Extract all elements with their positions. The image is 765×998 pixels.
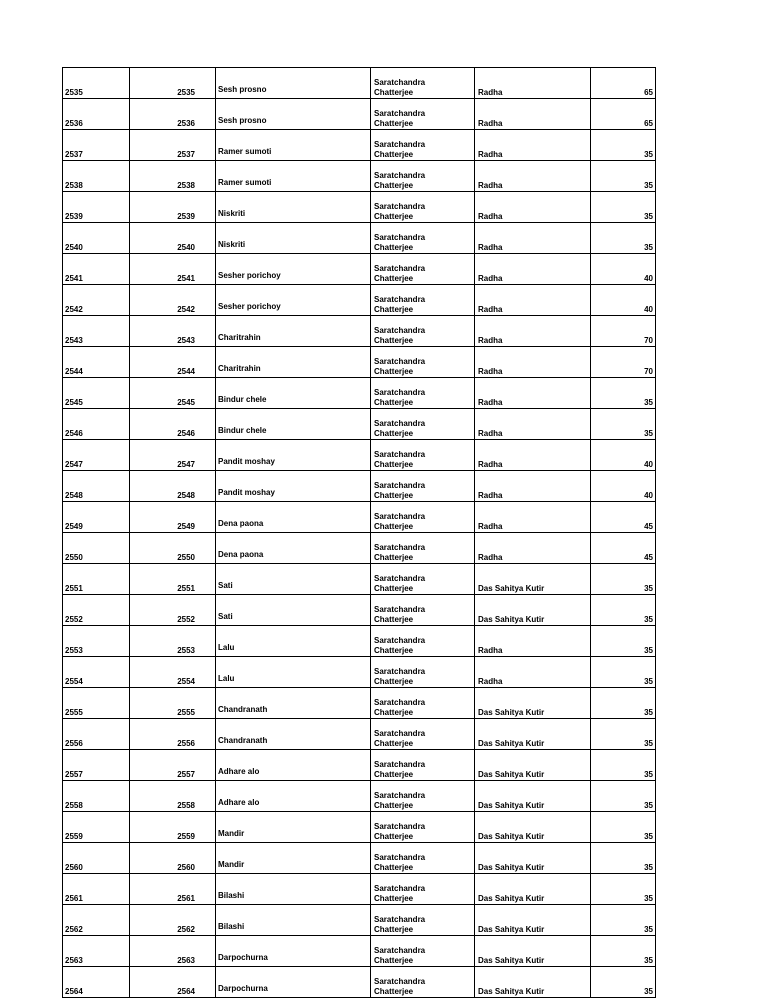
author-first-name: Saratchandra bbox=[374, 574, 426, 583]
accession-number-cell: 2544 bbox=[130, 347, 216, 378]
accession-number-cell: 2561 bbox=[130, 874, 216, 905]
book-title-cell: Adhare alo bbox=[216, 781, 371, 812]
author-last-name: Chatterjee bbox=[374, 553, 414, 562]
author-last-name: Chatterjee bbox=[374, 212, 414, 221]
author-cell bbox=[371, 130, 475, 161]
book-title-cell: Pandit moshay bbox=[216, 440, 371, 471]
price-cell: 35 bbox=[591, 781, 656, 812]
book-title-cell: Charitrahin bbox=[216, 316, 371, 347]
author-first-name: Saratchandra bbox=[374, 729, 426, 738]
author-cell bbox=[371, 564, 475, 595]
price-cell: 35 bbox=[591, 688, 656, 719]
author-first-name: Saratchandra bbox=[374, 357, 426, 366]
author-last-name: Chatterjee bbox=[374, 181, 414, 190]
book-title-cell: Ramer sumoti bbox=[216, 130, 371, 161]
author-first-name: Saratchandra bbox=[374, 388, 426, 397]
accession-number-cell: 2549 bbox=[130, 502, 216, 533]
author-last-name: Chatterjee bbox=[374, 88, 414, 97]
table-row bbox=[63, 502, 656, 533]
accession-number-cell: 2564 bbox=[130, 967, 216, 998]
record-id-cell: 2556 bbox=[63, 719, 130, 750]
book-title-cell: Sati bbox=[216, 564, 371, 595]
author-first-name: Saratchandra bbox=[374, 109, 426, 118]
author-first-name: Saratchandra bbox=[374, 450, 426, 459]
record-id-cell: 2559 bbox=[63, 812, 130, 843]
author-first-name: Saratchandra bbox=[374, 512, 426, 521]
author-cell bbox=[371, 874, 475, 905]
author-first-name: Saratchandra bbox=[374, 946, 426, 955]
author-last-name: Chatterjee bbox=[374, 367, 414, 376]
price-cell: 35 bbox=[591, 874, 656, 905]
book-title-cell: Charitrahin bbox=[216, 347, 371, 378]
publisher-cell: Radha bbox=[475, 99, 591, 130]
price-cell: 35 bbox=[591, 161, 656, 192]
author-first-name: Saratchandra bbox=[374, 543, 426, 552]
price-cell: 35 bbox=[591, 905, 656, 936]
book-title-cell: Darpochurna bbox=[216, 936, 371, 967]
publisher-cell: Das Sahitya Kutir bbox=[475, 750, 591, 781]
table-row bbox=[63, 471, 656, 502]
table-body bbox=[63, 68, 656, 998]
author-cell bbox=[371, 347, 475, 378]
author-cell bbox=[371, 843, 475, 874]
book-title-cell: Sati bbox=[216, 595, 371, 626]
author-first-name: Saratchandra bbox=[374, 667, 426, 676]
record-id-cell: 2541 bbox=[63, 254, 130, 285]
book-title-cell: Adhare alo bbox=[216, 750, 371, 781]
author-cell bbox=[371, 378, 475, 409]
publisher-cell: Das Sahitya Kutir bbox=[475, 564, 591, 595]
table-row bbox=[63, 533, 656, 564]
book-title-cell: Dena paona bbox=[216, 533, 371, 564]
author-first-name: Saratchandra bbox=[374, 326, 426, 335]
author-cell bbox=[371, 223, 475, 254]
price-cell: 35 bbox=[591, 409, 656, 440]
accession-number-cell: 2546 bbox=[130, 409, 216, 440]
author-cell bbox=[371, 161, 475, 192]
accession-number-cell: 2550 bbox=[130, 533, 216, 564]
publisher-cell: Radha bbox=[475, 192, 591, 223]
publisher-cell: Das Sahitya Kutir bbox=[475, 967, 591, 998]
publisher-cell: Radha bbox=[475, 130, 591, 161]
price-cell: 45 bbox=[591, 533, 656, 564]
table-row bbox=[63, 254, 656, 285]
author-last-name: Chatterjee bbox=[374, 925, 414, 934]
price-cell: 35 bbox=[591, 564, 656, 595]
accession-number-cell: 2552 bbox=[130, 595, 216, 626]
publisher-cell: Das Sahitya Kutir bbox=[475, 905, 591, 936]
author-cell bbox=[371, 657, 475, 688]
accession-number-cell: 2539 bbox=[130, 192, 216, 223]
author-cell bbox=[371, 502, 475, 533]
price-cell: 35 bbox=[591, 130, 656, 161]
book-title-cell: Sesh prosno bbox=[216, 99, 371, 130]
publisher-cell: Das Sahitya Kutir bbox=[475, 781, 591, 812]
author-cell bbox=[371, 192, 475, 223]
accession-number-cell: 2559 bbox=[130, 812, 216, 843]
record-id-cell: 2564 bbox=[63, 967, 130, 998]
price-cell: 35 bbox=[591, 719, 656, 750]
record-id-cell: 2543 bbox=[63, 316, 130, 347]
publisher-cell: Das Sahitya Kutir bbox=[475, 843, 591, 874]
table-row bbox=[63, 192, 656, 223]
author-cell bbox=[371, 285, 475, 316]
table-row bbox=[63, 936, 656, 967]
author-cell bbox=[371, 316, 475, 347]
author-first-name: Saratchandra bbox=[374, 822, 426, 831]
table-row bbox=[63, 843, 656, 874]
author-first-name: Saratchandra bbox=[374, 977, 426, 986]
table-row bbox=[63, 347, 656, 378]
author-cell bbox=[371, 440, 475, 471]
author-last-name: Chatterjee bbox=[374, 429, 414, 438]
accession-number-cell: 2553 bbox=[130, 626, 216, 657]
accession-number-cell: 2535 bbox=[130, 68, 216, 99]
author-cell bbox=[371, 905, 475, 936]
price-cell: 35 bbox=[591, 936, 656, 967]
accession-number-cell: 2556 bbox=[130, 719, 216, 750]
author-last-name: Chatterjee bbox=[374, 150, 414, 159]
table-row bbox=[63, 409, 656, 440]
record-id-cell: 2544 bbox=[63, 347, 130, 378]
author-first-name: Saratchandra bbox=[374, 853, 426, 862]
author-cell bbox=[371, 781, 475, 812]
publisher-cell: Radha bbox=[475, 161, 591, 192]
record-id-cell: 2562 bbox=[63, 905, 130, 936]
author-first-name: Saratchandra bbox=[374, 884, 426, 893]
price-cell: 40 bbox=[591, 471, 656, 502]
price-cell: 35 bbox=[591, 657, 656, 688]
author-last-name: Chatterjee bbox=[374, 646, 414, 655]
author-last-name: Chatterjee bbox=[374, 801, 414, 810]
author-last-name: Chatterjee bbox=[374, 677, 414, 686]
author-cell bbox=[371, 936, 475, 967]
author-last-name: Chatterjee bbox=[374, 274, 414, 283]
publisher-cell: Das Sahitya Kutir bbox=[475, 595, 591, 626]
table-row bbox=[63, 378, 656, 409]
publisher-cell: Radha bbox=[475, 68, 591, 99]
accession-number-cell: 2554 bbox=[130, 657, 216, 688]
publisher-cell: Das Sahitya Kutir bbox=[475, 688, 591, 719]
table-row bbox=[63, 688, 656, 719]
accession-number-cell: 2536 bbox=[130, 99, 216, 130]
price-cell: 40 bbox=[591, 285, 656, 316]
publisher-cell: Radha bbox=[475, 657, 591, 688]
author-last-name: Chatterjee bbox=[374, 708, 414, 717]
price-cell: 70 bbox=[591, 347, 656, 378]
table-row bbox=[63, 657, 656, 688]
author-last-name: Chatterjee bbox=[374, 832, 414, 841]
book-title-cell: Sesher porichoy bbox=[216, 285, 371, 316]
publisher-cell: Radha bbox=[475, 285, 591, 316]
table-row bbox=[63, 316, 656, 347]
author-last-name: Chatterjee bbox=[374, 336, 414, 345]
price-cell: 35 bbox=[591, 750, 656, 781]
author-last-name: Chatterjee bbox=[374, 987, 414, 996]
author-last-name: Chatterjee bbox=[374, 770, 414, 779]
author-cell bbox=[371, 812, 475, 843]
book-title-cell: Niskriti bbox=[216, 192, 371, 223]
table-row bbox=[63, 781, 656, 812]
publisher-cell: Radha bbox=[475, 223, 591, 254]
accession-number-cell: 2547 bbox=[130, 440, 216, 471]
record-id-cell: 2539 bbox=[63, 192, 130, 223]
record-id-cell: 2561 bbox=[63, 874, 130, 905]
record-id-cell: 2545 bbox=[63, 378, 130, 409]
price-cell: 70 bbox=[591, 316, 656, 347]
author-last-name: Chatterjee bbox=[374, 863, 414, 872]
author-first-name: Saratchandra bbox=[374, 419, 426, 428]
table-row bbox=[63, 874, 656, 905]
publisher-cell: Radha bbox=[475, 502, 591, 533]
table-row bbox=[63, 285, 656, 316]
table-row bbox=[63, 161, 656, 192]
author-first-name: Saratchandra bbox=[374, 636, 426, 645]
table-row bbox=[63, 223, 656, 254]
author-last-name: Chatterjee bbox=[374, 119, 414, 128]
book-title-cell: Pandit moshay bbox=[216, 471, 371, 502]
table-row bbox=[63, 967, 656, 998]
author-first-name: Saratchandra bbox=[374, 171, 426, 180]
author-first-name: Saratchandra bbox=[374, 481, 426, 490]
author-cell bbox=[371, 967, 475, 998]
price-cell: 35 bbox=[591, 626, 656, 657]
accession-number-cell: 2555 bbox=[130, 688, 216, 719]
book-title-cell: Darpochurna bbox=[216, 967, 371, 998]
record-id-cell: 2535 bbox=[63, 68, 130, 99]
publisher-cell: Radha bbox=[475, 409, 591, 440]
accession-number-cell: 2558 bbox=[130, 781, 216, 812]
author-cell bbox=[371, 409, 475, 440]
record-id-cell: 2551 bbox=[63, 564, 130, 595]
price-cell: 35 bbox=[591, 967, 656, 998]
table-row bbox=[63, 626, 656, 657]
publisher-cell: Das Sahitya Kutir bbox=[475, 874, 591, 905]
price-cell: 35 bbox=[591, 223, 656, 254]
accession-number-cell: 2560 bbox=[130, 843, 216, 874]
price-cell: 40 bbox=[591, 254, 656, 285]
price-cell: 45 bbox=[591, 502, 656, 533]
author-last-name: Chatterjee bbox=[374, 584, 414, 593]
record-id-cell: 2542 bbox=[63, 285, 130, 316]
book-title-cell: Niskriti bbox=[216, 223, 371, 254]
book-title-cell: Chandranath bbox=[216, 688, 371, 719]
record-id-cell: 2558 bbox=[63, 781, 130, 812]
publisher-cell: Radha bbox=[475, 378, 591, 409]
author-cell bbox=[371, 68, 475, 99]
book-title-cell: Mandir bbox=[216, 843, 371, 874]
author-first-name: Saratchandra bbox=[374, 233, 426, 242]
record-id-cell: 2550 bbox=[63, 533, 130, 564]
record-id-cell: 2537 bbox=[63, 130, 130, 161]
record-id-cell: 2547 bbox=[63, 440, 130, 471]
record-id-cell: 2536 bbox=[63, 99, 130, 130]
author-first-name: Saratchandra bbox=[374, 78, 426, 87]
publisher-cell: Radha bbox=[475, 626, 591, 657]
author-first-name: Saratchandra bbox=[374, 202, 426, 211]
accession-number-cell: 2537 bbox=[130, 130, 216, 161]
accession-number-cell: 2545 bbox=[130, 378, 216, 409]
price-cell: 65 bbox=[591, 68, 656, 99]
author-first-name: Saratchandra bbox=[374, 605, 426, 614]
record-id-cell: 2563 bbox=[63, 936, 130, 967]
accession-number-cell: 2540 bbox=[130, 223, 216, 254]
author-last-name: Chatterjee bbox=[374, 398, 414, 407]
author-cell bbox=[371, 688, 475, 719]
accession-number-cell: 2551 bbox=[130, 564, 216, 595]
author-cell bbox=[371, 626, 475, 657]
record-id-cell: 2552 bbox=[63, 595, 130, 626]
record-id-cell: 2548 bbox=[63, 471, 130, 502]
table-row bbox=[63, 564, 656, 595]
author-last-name: Chatterjee bbox=[374, 305, 414, 314]
table-row bbox=[63, 905, 656, 936]
book-title-cell: Bilashi bbox=[216, 905, 371, 936]
author-first-name: Saratchandra bbox=[374, 791, 426, 800]
table-row bbox=[63, 595, 656, 626]
book-title-cell: Bindur chele bbox=[216, 378, 371, 409]
table-row bbox=[63, 812, 656, 843]
publisher-cell: Radha bbox=[475, 316, 591, 347]
author-last-name: Chatterjee bbox=[374, 615, 414, 624]
publisher-cell: Radha bbox=[475, 471, 591, 502]
author-last-name: Chatterjee bbox=[374, 460, 414, 469]
author-cell bbox=[371, 595, 475, 626]
publisher-cell: Das Sahitya Kutir bbox=[475, 719, 591, 750]
accession-number-cell: 2557 bbox=[130, 750, 216, 781]
book-title-cell: Bilashi bbox=[216, 874, 371, 905]
author-cell bbox=[371, 254, 475, 285]
accession-number-cell: 2563 bbox=[130, 936, 216, 967]
book-title-cell: Mandir bbox=[216, 812, 371, 843]
book-title-cell: Ramer sumoti bbox=[216, 161, 371, 192]
author-first-name: Saratchandra bbox=[374, 760, 426, 769]
table-row bbox=[63, 719, 656, 750]
book-title-cell: Chandranath bbox=[216, 719, 371, 750]
accession-number-cell: 2538 bbox=[130, 161, 216, 192]
price-cell: 65 bbox=[591, 99, 656, 130]
record-id-cell: 2549 bbox=[63, 502, 130, 533]
table-row bbox=[63, 130, 656, 161]
author-first-name: Saratchandra bbox=[374, 295, 426, 304]
price-cell: 35 bbox=[591, 378, 656, 409]
publisher-cell: Das Sahitya Kutir bbox=[475, 812, 591, 843]
record-id-cell: 2560 bbox=[63, 843, 130, 874]
author-last-name: Chatterjee bbox=[374, 956, 414, 965]
record-id-cell: 2557 bbox=[63, 750, 130, 781]
book-catalog-table bbox=[62, 67, 656, 998]
publisher-cell: Das Sahitya Kutir bbox=[475, 936, 591, 967]
author-first-name: Saratchandra bbox=[374, 264, 426, 273]
author-first-name: Saratchandra bbox=[374, 140, 426, 149]
book-title-cell: Lalu bbox=[216, 657, 371, 688]
accession-number-cell: 2541 bbox=[130, 254, 216, 285]
author-last-name: Chatterjee bbox=[374, 894, 414, 903]
table-row bbox=[63, 440, 656, 471]
author-first-name: Saratchandra bbox=[374, 698, 426, 707]
author-last-name: Chatterjee bbox=[374, 522, 414, 531]
price-cell: 35 bbox=[591, 192, 656, 223]
author-cell bbox=[371, 533, 475, 564]
book-title-cell: Dena paona bbox=[216, 502, 371, 533]
author-cell bbox=[371, 99, 475, 130]
accession-number-cell: 2542 bbox=[130, 285, 216, 316]
record-id-cell: 2546 bbox=[63, 409, 130, 440]
price-cell: 40 bbox=[591, 440, 656, 471]
book-title-cell: Bindur chele bbox=[216, 409, 371, 440]
book-title-cell: Sesher porichoy bbox=[216, 254, 371, 285]
accession-number-cell: 2562 bbox=[130, 905, 216, 936]
author-last-name: Chatterjee bbox=[374, 739, 414, 748]
author-cell bbox=[371, 471, 475, 502]
price-cell: 35 bbox=[591, 843, 656, 874]
book-title-cell: Sesh prosno bbox=[216, 68, 371, 99]
accession-number-cell: 2543 bbox=[130, 316, 216, 347]
author-last-name: Chatterjee bbox=[374, 491, 414, 500]
publisher-cell: Radha bbox=[475, 254, 591, 285]
table-row bbox=[63, 68, 656, 99]
accession-number-cell: 2548 bbox=[130, 471, 216, 502]
record-id-cell: 2540 bbox=[63, 223, 130, 254]
price-cell: 35 bbox=[591, 595, 656, 626]
table-row bbox=[63, 750, 656, 781]
author-first-name: Saratchandra bbox=[374, 915, 426, 924]
record-id-cell: 2555 bbox=[63, 688, 130, 719]
publisher-cell: Radha bbox=[475, 440, 591, 471]
price-cell: 35 bbox=[591, 812, 656, 843]
record-id-cell: 2553 bbox=[63, 626, 130, 657]
record-id-cell: 2538 bbox=[63, 161, 130, 192]
book-title-cell: Lalu bbox=[216, 626, 371, 657]
author-cell bbox=[371, 750, 475, 781]
publisher-cell: Radha bbox=[475, 347, 591, 378]
table-row bbox=[63, 99, 656, 130]
author-cell bbox=[371, 719, 475, 750]
record-id-cell: 2554 bbox=[63, 657, 130, 688]
publisher-cell: Radha bbox=[475, 533, 591, 564]
author-last-name: Chatterjee bbox=[374, 243, 414, 252]
